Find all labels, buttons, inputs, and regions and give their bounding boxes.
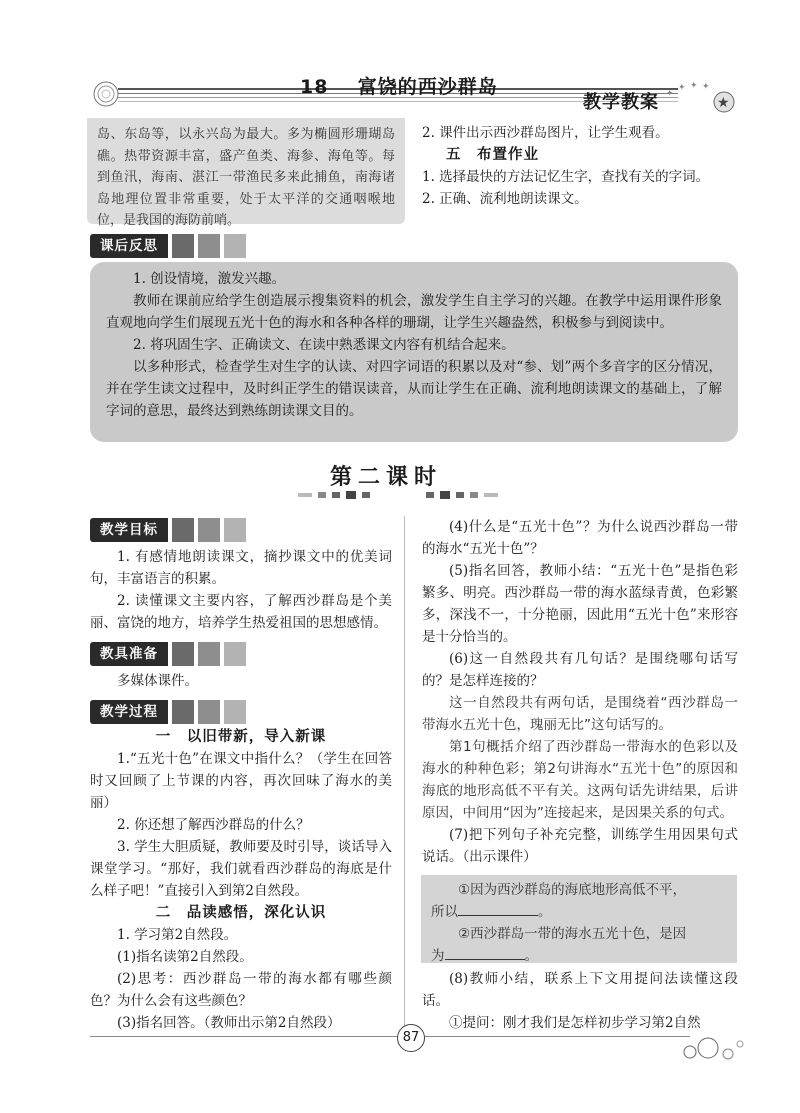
goal-item-2: 2. 读懂课文主要内容，了解西沙群岛是个美丽、富饶的地方，培养学生热爱祖国的思想感情。 <box>90 593 392 631</box>
process-paragraph: (3)指名回答。（教师出示第2自然段） <box>117 1015 341 1031</box>
tag-square-decoration <box>172 234 194 258</box>
category-label: 教学教案 <box>583 92 659 113</box>
svg-text:✦: ✦ <box>666 89 674 99</box>
process-tag-label: 教学过程 <box>90 700 168 724</box>
page-number: 87 <box>397 1024 425 1052</box>
homework-item-2: 2. 正确、流利地朗读课文。 <box>422 191 588 207</box>
answer-6a: 这一自然段共有两句话，是围绕着“西沙群岛一带海水五光十色，瑰丽无比”这句话写的。 <box>422 695 738 733</box>
tools-text: 多媒体课件。 <box>117 673 198 689</box>
background-info-box <box>87 118 405 228</box>
tools-tag <box>90 642 392 666</box>
answer-6b: 第1句概括介绍了西沙群岛一带海水的色彩以及海水的种种色彩；第2句讲海水“五光十色”的原因和海底的地形高低不平有关。这两句话先讲结果，后讲原因，中间用“因为”连接起来，是因果关系的句式。 <box>422 739 738 821</box>
process-paragraph: 1. 学习第2自然段。 <box>117 927 238 943</box>
column-divider <box>404 516 405 1036</box>
bubbles-ornament-icon <box>680 1030 750 1070</box>
period-mark: 。 <box>524 948 538 964</box>
tools-tag-label: 教具准备 <box>90 642 168 666</box>
reflection-point-1: 1. 创设情境，激发兴趣。 <box>133 271 286 287</box>
stars-ornament-icon <box>660 74 740 114</box>
process-paragraph: (1)指名读第2自然段。 <box>117 949 253 965</box>
svg-text:✦: ✦ <box>678 83 686 93</box>
tag-square-decoration <box>198 234 220 258</box>
tag-square-decoration <box>224 700 246 724</box>
answer-blank[interactable] <box>458 903 538 916</box>
process-text: 1.“五光十色”在课文中指什么？（学生在回答时又回顾了上节课的内容，再次回味了海水的美丽） <box>90 751 392 811</box>
spiral-ornament-icon <box>92 80 120 108</box>
question-5: (5)指名回答，教师小结：“五光十色”是指色彩繁多、明亮。西沙群岛一带的海水蓝绿青黄，色彩繁多，深浅不一，十分艳丽，因此用“五光十色”来形容是十分恰当的。 <box>422 563 738 645</box>
lesson-number: 18 <box>300 76 329 98</box>
background-info-text: 岛、东岛等，以永兴岛为最大。多为椭圆形珊瑚岛礁。热带资源丰富，盛产鱼类、海参、海龟等。每到鱼汛，海南、湛江一带渔民多来此捕鱼，南海诸岛地理位置非常重要，处于太平洋的交通咽喉地位，是我国的海防前哨。 <box>97 127 395 228</box>
exercise-2-prefix: 为 <box>431 948 445 964</box>
tag-square-decoration <box>172 518 194 542</box>
exercise-1-prefix: 所以 <box>431 904 458 920</box>
svg-text:★: ★ <box>717 95 730 111</box>
tag-square-decoration <box>224 234 246 258</box>
exercise-box <box>421 875 737 963</box>
homework-item-1: 1. 选择最快的方法记忆生字，查找有关的字词。 <box>422 169 710 185</box>
question-7: (7)把下列句子补充完整，训练学生用因果句式说话。（出示课件） <box>422 827 738 865</box>
left-column <box>90 518 392 1034</box>
section5-title: 五 布置作业 <box>446 147 539 163</box>
reflection-tag <box>90 234 246 258</box>
process-paragraph: (2)思考：西沙群岛一带的海水都有哪些颜色？为什么会有这些颜色？ <box>90 971 392 1009</box>
tag-square-decoration <box>198 642 220 666</box>
lesson-title: 富饶的西沙群岛 <box>357 76 498 98</box>
tag-square-decoration <box>224 518 246 542</box>
exercise-2-line-2 <box>431 945 727 967</box>
process-paragraph: 2. 你还想了解西沙群岛的什么？ <box>117 817 310 833</box>
title-dots-decoration <box>298 488 498 502</box>
exercise-1-line-1: ①因为西沙群岛的海底地形高低不平， <box>458 882 687 898</box>
lesson-heading <box>300 72 498 99</box>
reflection-tag-label: 课后反思 <box>90 234 168 258</box>
goal-item-1: 1. 有感情地朗读课文，摘抄课文中的优美词句，丰富语言的积累。 <box>90 549 392 587</box>
question-8: (8)教师小结，联系上下文用提问法读懂这段话。 <box>422 971 738 1009</box>
activity-item-2: 2. 课件出示西沙群岛图片，让学生观看。 <box>422 125 669 141</box>
reflection-paragraph: 以多种形式，检查学生对生字的认读、对四字词语的积累以及对“参、划”两个多音字的区分情况，并在学生读文过程中，及时纠正学生的错误读音，从而让学生在正确、流利地朗读课文的基础上，了解字词的意思，最终达到熟练朗读课文目的。 <box>106 359 722 419</box>
lesson2-title: 第二课时 <box>330 465 443 490</box>
reflection-box <box>90 262 738 442</box>
tag-square-decoration <box>172 642 194 666</box>
tag-square-decoration <box>172 700 194 724</box>
process-paragraph <box>90 748 392 814</box>
goals-tag <box>90 518 392 542</box>
process-paragraph: 3. 学生大胆质疑，教师要及时引导，谈话导入课堂学习。“那好，我们就看西沙群岛的海底是什么样子吧！”直接引入到第2自然段。 <box>90 839 392 899</box>
answer-blank[interactable] <box>445 947 525 960</box>
question-4: (4)什么是“五光十色”？为什么说西沙群岛一带的海水“五光十色”？ <box>422 519 738 557</box>
section2-title: 二 品读感悟，深化认识 <box>155 905 327 921</box>
exercise-1-line-2 <box>431 901 727 923</box>
reflection-paragraph: 教师在课前应给学生创造展示搜集资料的机会，激发学生自主学习的兴趣。在教学中运用课件形象直观地向学生们展现五光十色的海水和各种各样的珊瑚，让学生兴趣盎然，积极参与到阅读中。 <box>106 293 722 331</box>
reflection-point-2: 2. 将巩固生字、正确读文、在读中熟悉课文内容有机结合起来。 <box>133 337 515 353</box>
tag-square-decoration <box>198 518 220 542</box>
tag-square-decoration <box>198 700 220 724</box>
footer-rule <box>90 1036 690 1037</box>
process-tag <box>90 700 392 724</box>
exercise-2-line-1: ②西沙群岛一带的海水五光十色，是因 <box>458 926 687 942</box>
right-column <box>422 516 738 868</box>
tag-square-decoration <box>224 642 246 666</box>
assignment-section <box>422 122 740 210</box>
svg-text:✦: ✦ <box>690 81 698 91</box>
section1-title: 一 以旧带新，导入新课 <box>155 729 327 745</box>
question-9: ①提问：刚才我们是怎样初步学习第2自然 <box>449 1015 701 1031</box>
svg-text:✦: ✦ <box>702 82 710 92</box>
question-6: (6)这一自然段共有几句话？是围绕哪句话写的？是怎样连接的？ <box>422 651 738 689</box>
goals-tag-label: 教学目标 <box>90 518 168 542</box>
right-column-bottom <box>422 968 738 1034</box>
period-mark: 。 <box>538 904 552 920</box>
